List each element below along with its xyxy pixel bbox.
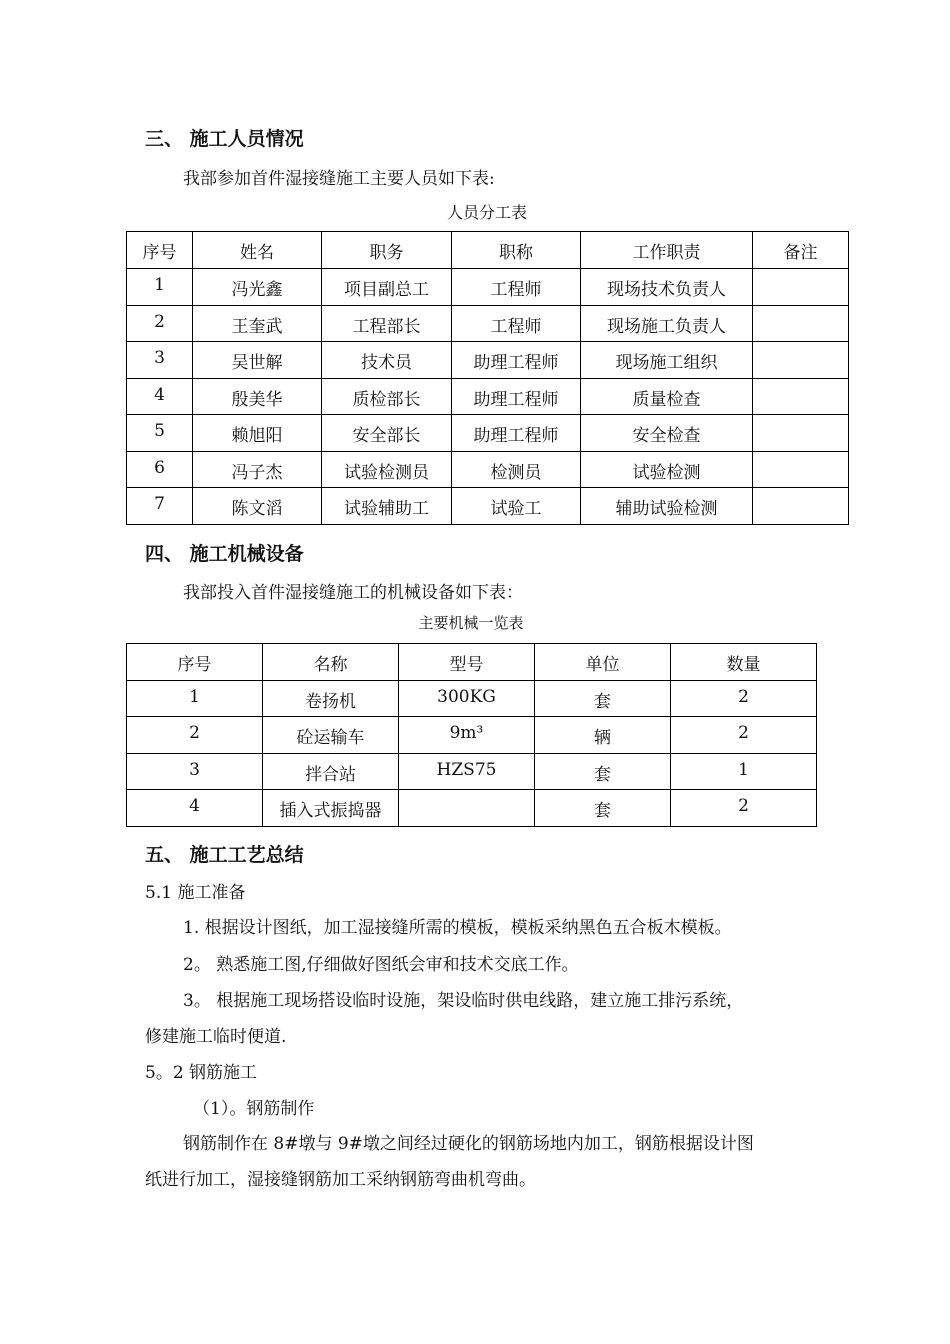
- equipment-header-cell: 名称: [263, 644, 399, 681]
- equipment-header-cell: 单位: [535, 644, 671, 681]
- table-cell: [753, 342, 849, 379]
- table-cell: 现场施工负责人: [581, 306, 753, 342]
- table-cell: 3: [127, 342, 193, 379]
- staff-header-cell: 工作职责: [581, 232, 753, 269]
- rebar-paragraph-line-2: 纸进行加工，湿接缝钢筋加工采纳钢筋弯曲机弯曲。: [145, 1170, 536, 1190]
- table-row: [127, 790, 817, 827]
- rebar-paragraph-line-1: 钢筋制作在 8#墩与 9#墩之间经过硬化的钢筋场地内加工，钢筋根据设计图: [183, 1134, 754, 1154]
- table-cell: [399, 790, 535, 827]
- table-cell: 赖旭阳: [193, 415, 322, 452]
- table-cell: 陈文滔: [193, 488, 322, 525]
- table-row: [127, 342, 849, 379]
- table-row: [127, 306, 849, 342]
- table-cell: [753, 379, 849, 415]
- table-row: [127, 754, 817, 790]
- equipment-header-cell: 序号: [127, 644, 263, 681]
- table-cell: 砼运输车: [263, 717, 399, 754]
- table-cell: [753, 488, 849, 525]
- table-cell: [753, 452, 849, 488]
- equipment-table-header-row: [127, 644, 817, 681]
- table-cell: 殷美华: [193, 379, 322, 415]
- table-cell: 助理工程师: [452, 379, 581, 415]
- table-cell: 试验工: [452, 488, 581, 525]
- table-row: [127, 269, 849, 306]
- table-cell: HZS75: [399, 754, 535, 790]
- table-row: [127, 488, 849, 525]
- equipment-table: [126, 643, 817, 827]
- table-row: [127, 452, 849, 488]
- table-cell: 吴世解: [193, 342, 322, 379]
- table-cell: 工程师: [452, 306, 581, 342]
- staff-header-cell: 备注: [753, 232, 849, 269]
- table-row: [127, 717, 817, 754]
- table-cell: 卷扬机: [263, 681, 399, 717]
- table-cell: 辅助试验检测: [581, 488, 753, 525]
- table-cell: 试验检测: [581, 452, 753, 488]
- table-cell: 2: [671, 681, 817, 717]
- staff-table-header-row: [127, 232, 849, 269]
- table-cell: 现场施工组织: [581, 342, 753, 379]
- table-row: [127, 415, 849, 452]
- table-cell: 插入式振捣器: [263, 790, 399, 827]
- equipment-header-cell: 型号: [399, 644, 535, 681]
- section-3-intro: 我部参加首件湿接缝施工主要人员如下表:: [183, 169, 495, 189]
- table-cell: 4: [127, 790, 263, 827]
- equipment-table-caption: 主要机械一览表: [418, 614, 524, 632]
- table-cell: 6: [127, 452, 193, 488]
- table-cell: 安全检查: [581, 415, 753, 452]
- table-cell: 2: [671, 790, 817, 827]
- table-cell: 王奎武: [193, 306, 322, 342]
- table-cell: 项目副总工: [322, 269, 452, 306]
- table-cell: 拌合站: [263, 754, 399, 790]
- table-cell: 2: [671, 717, 817, 754]
- table-cell: 1: [127, 269, 193, 306]
- subsection-5-2-title: 5。2 钢筋施工: [145, 1063, 258, 1083]
- table-cell: 7: [127, 488, 193, 525]
- table-cell: 辆: [535, 717, 671, 754]
- table-cell: 2: [127, 717, 263, 754]
- section-5-heading: 五、 施工工艺总结: [145, 844, 304, 866]
- table-cell: 试验辅助工: [322, 488, 452, 525]
- table-cell: 300KG: [399, 681, 535, 717]
- table-row: [127, 379, 849, 415]
- staff-header-cell: 姓名: [193, 232, 322, 269]
- prep-item-1: 1. 根据设计图纸，加工湿接缝所需的模板，模板采纳黑色五合板木模板。: [183, 918, 732, 938]
- table-cell: 助理工程师: [452, 415, 581, 452]
- prep-item-2: 2。 熟悉施工图,仔细做好图纸会审和技术交底工作。: [183, 955, 579, 975]
- table-cell: 检测员: [452, 452, 581, 488]
- table-cell: 冯光鑫: [193, 269, 322, 306]
- prep-item-3-line-1: 3。 根据施工现场搭设临时设施，架设临时供电线路，建立施工排污系统，: [183, 991, 744, 1011]
- table-cell: 1: [671, 754, 817, 790]
- table-cell: 质量检查: [581, 379, 753, 415]
- table-cell: 9m³: [399, 717, 535, 754]
- equipment-header-cell: 数量: [671, 644, 817, 681]
- table-cell: 试验检测员: [322, 452, 452, 488]
- section-3-heading: 三、 施工人员情况: [145, 128, 304, 150]
- table-cell: 1: [127, 681, 263, 717]
- table-cell: 工程师: [452, 269, 581, 306]
- subsection-5-1-title: 5.1 施工准备: [145, 883, 246, 903]
- prep-item-3-line-2: 修建施工临时便道.: [145, 1027, 287, 1047]
- table-cell: 套: [535, 681, 671, 717]
- staff-header-cell: 职称: [452, 232, 581, 269]
- table-cell: [753, 306, 849, 342]
- table-cell: 5: [127, 415, 193, 452]
- table-cell: 冯子杰: [193, 452, 322, 488]
- staff-header-cell: 序号: [127, 232, 193, 269]
- table-cell: 质检部长: [322, 379, 452, 415]
- table-cell: 套: [535, 790, 671, 827]
- table-cell: 安全部长: [322, 415, 452, 452]
- table-cell: 现场技术负责人: [581, 269, 753, 306]
- table-cell: [753, 415, 849, 452]
- staff-header-cell: 职务: [322, 232, 452, 269]
- table-row: [127, 681, 817, 717]
- staff-table: [126, 231, 849, 525]
- table-cell: 3: [127, 754, 263, 790]
- table-cell: 工程部长: [322, 306, 452, 342]
- staff-table-caption: 人员分工表: [446, 203, 527, 222]
- section-4-intro: 我部投入首件湿接缝施工的机械设备如下表：: [183, 583, 523, 603]
- table-cell: 助理工程师: [452, 342, 581, 379]
- table-cell: 4: [127, 379, 193, 415]
- table-cell: [753, 269, 849, 306]
- table-cell: 套: [535, 754, 671, 790]
- subsection-5-2-1-title: （1）。钢筋制作: [193, 1099, 315, 1119]
- table-cell: 2: [127, 306, 193, 342]
- section-4-heading: 四、 施工机械设备: [145, 543, 304, 565]
- table-cell: 技术员: [322, 342, 452, 379]
